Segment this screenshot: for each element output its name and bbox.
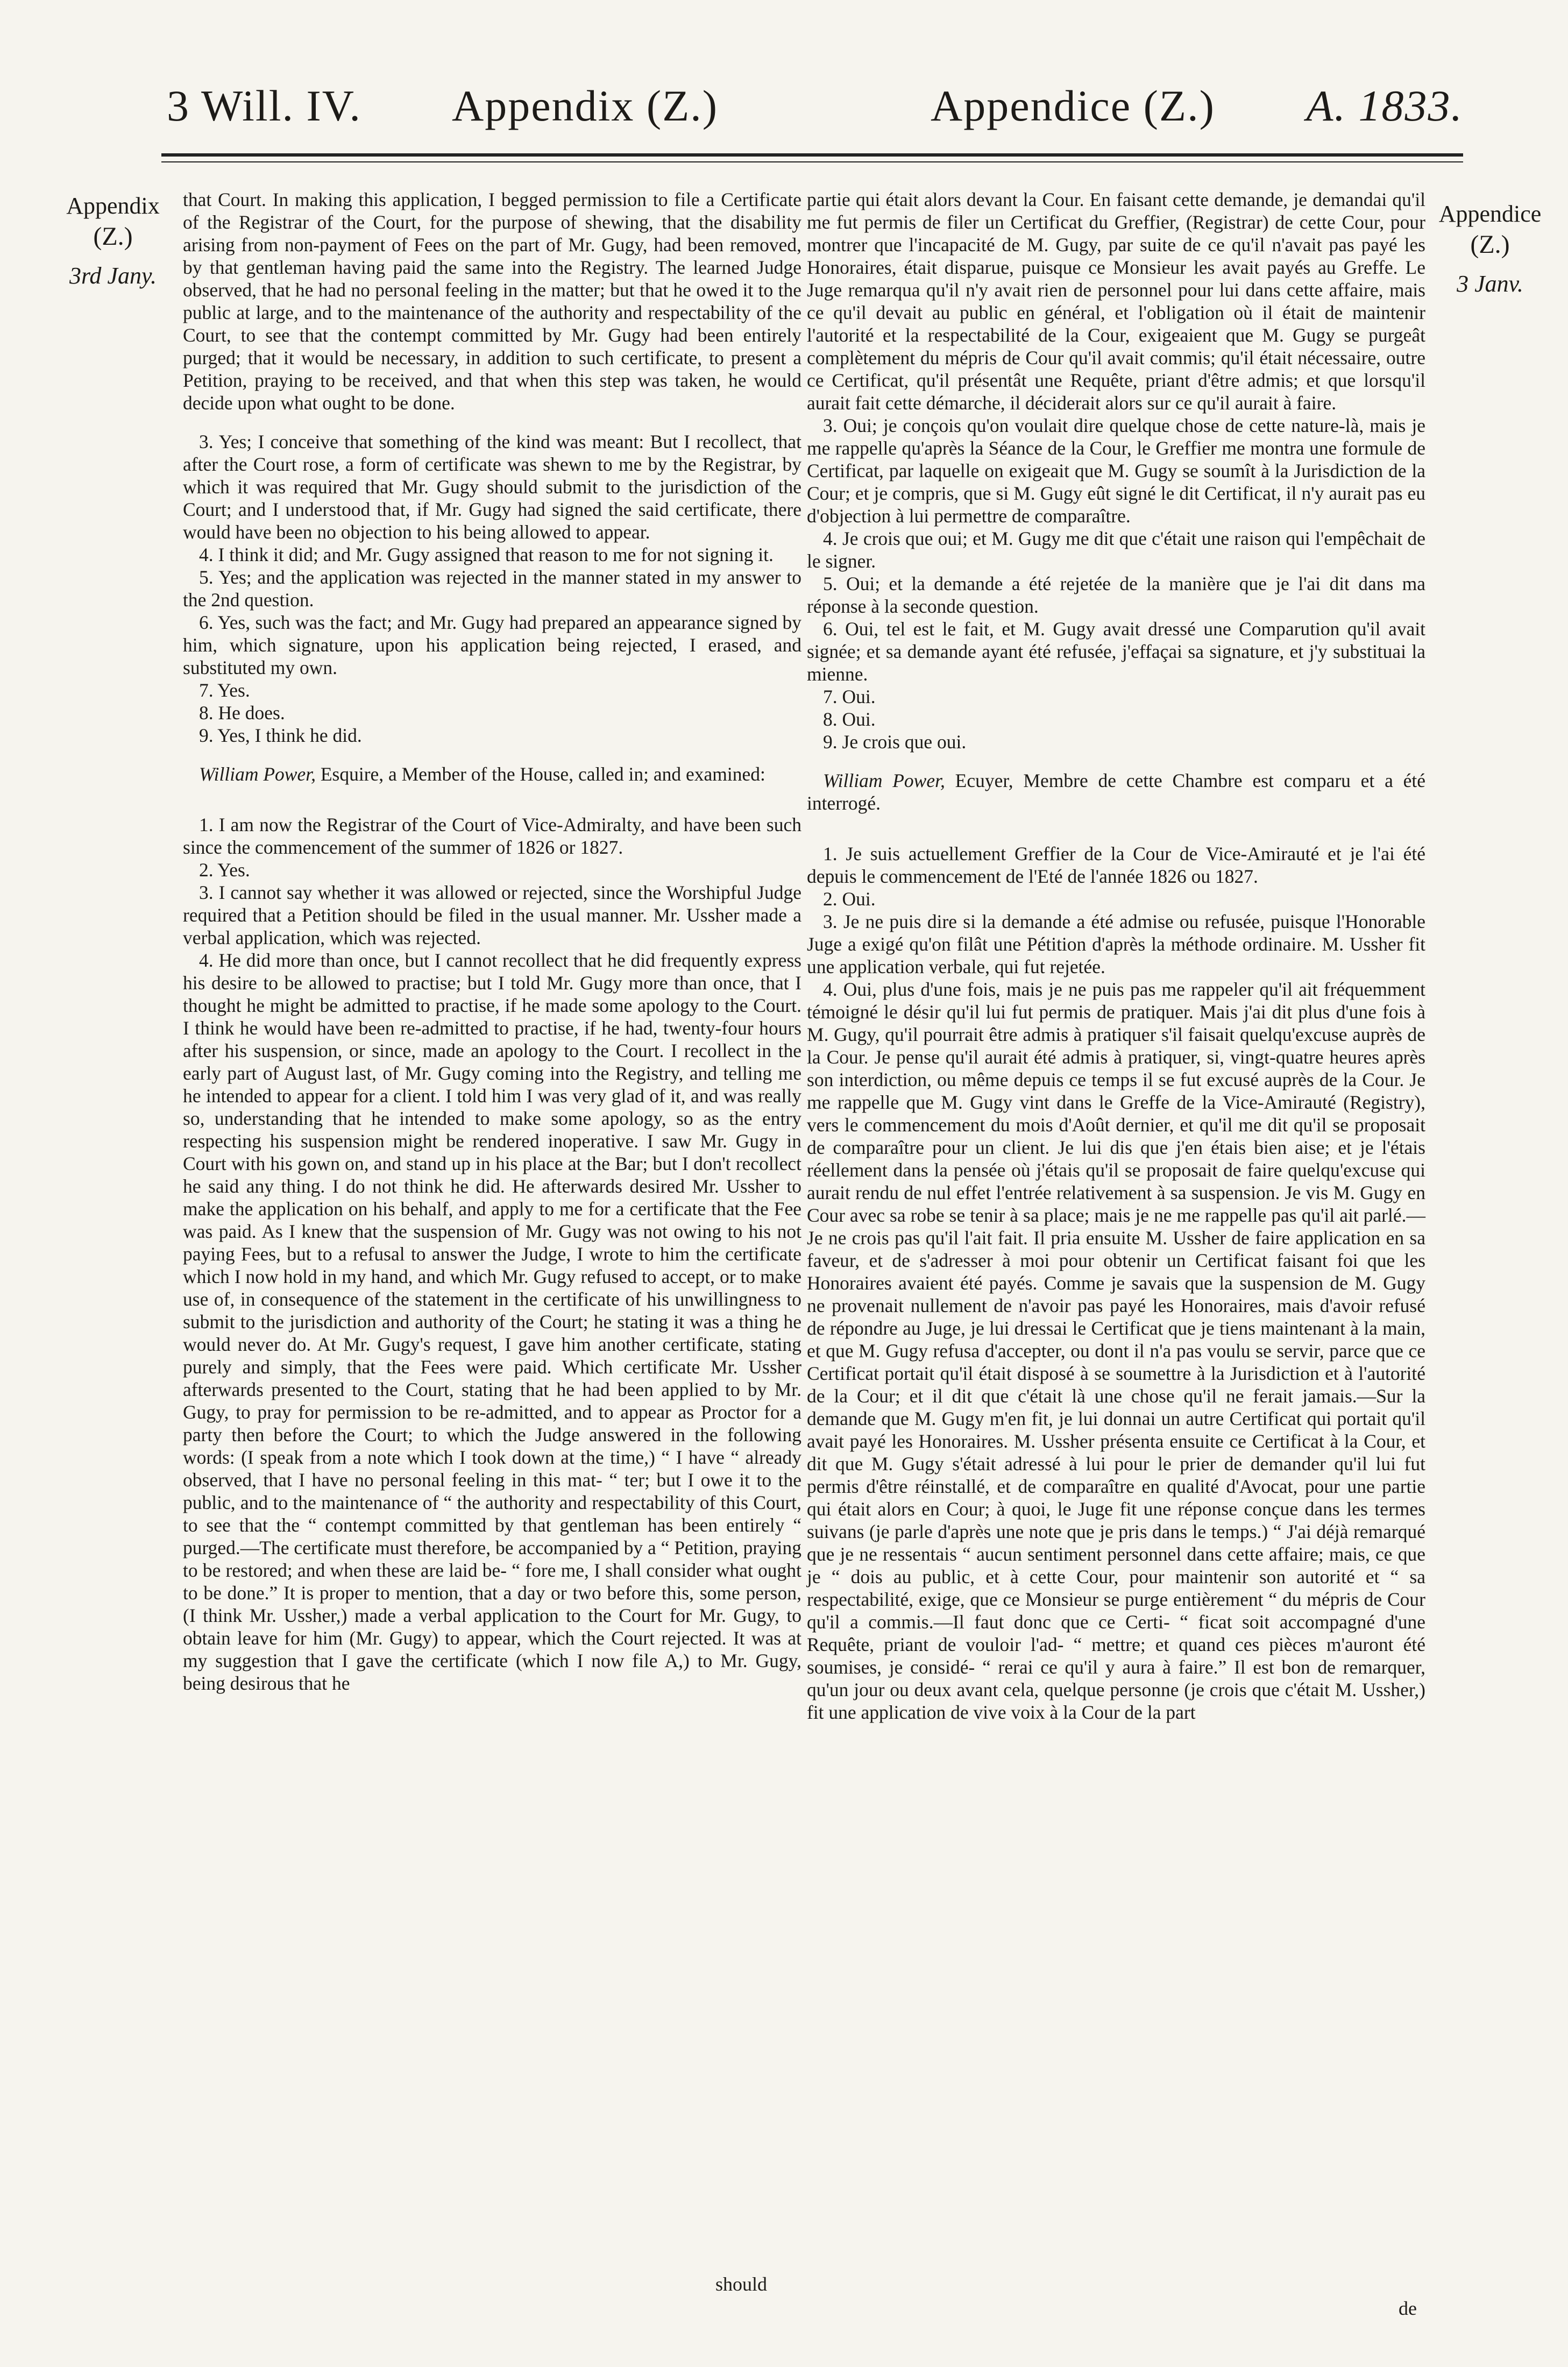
english-answer-4: 4. I think it did; and Mr. Gugy assigned that reason to me for not signing it. <box>199 544 774 565</box>
english-answer-b2: 2. Yes. <box>199 859 250 881</box>
header-session: 3 Will. IV. <box>167 81 361 130</box>
french-answer-8: 8. Oui. <box>823 708 876 730</box>
english-answer-9: 9. Yes, I think he did. <box>199 725 362 746</box>
french-answer-9: 9. Je crois que oui. <box>823 731 967 753</box>
margin-left-appendix: Appendix <box>66 193 160 219</box>
margin-left-letter: (Z.) <box>93 222 133 251</box>
header-year: A. 1833. <box>1306 81 1463 130</box>
margin-left-date: 3rd Jany. <box>69 263 157 289</box>
french-answer-3: 3. Oui; je conçois qu'on voulait dire quelque chose de cette nature-là, mais je me rappelle qu'après la Séance de la Cour, le Greffier me montra une formule de Certificat, par laquelle on exigeait que M. Gugy se soumît à la Jurisdiction de la Cour; et je compris, que si M. Gugy eût signé le dit Certificat, il n'y aurait pas eu d'objection à lui permettre de comparaître. <box>807 415 1425 527</box>
french-answer-5: 5. Oui; et la demande a été rejetée de la manière que je l'ai dit dans ma réponse à la seconde question. <box>807 573 1425 617</box>
english-answer-3: 3. Yes; I conceive that something of the kind was meant: But I recollect, that after the Court rose, a form of certificate was shewn to me by the Registrar, by which it was required that Mr. Gugy should submit to the jurisdiction of the Court; and I understood that, if Mr. Gugy had signed the said certificate, there would have been no objection to his being allowed to appear. <box>183 431 801 543</box>
english-answer-b1: 1. I am now the Registrar of the Court of Vice-Admiralty, and have been such since the commencement of the summer of 1826 or 1827. <box>183 814 801 858</box>
french-answer-6: 6. Oui, tel est le fait, et M. Gugy avait dressé une Comparution qu'il avait signée; et sa demande ayant été refusée, j'effaçai sa signature, et j'y substituai la mienne. <box>807 618 1425 685</box>
french-answer-b3: 3. Je ne puis dire si la demande a été admise ou refusée, puisque l'Honorable Juge a exigé qu'on filât une Pétition d'après la méthode ordinaire. M. Ussher fit une application verbale, qui fut rejetée. <box>807 911 1425 977</box>
english-answer-6: 6. Yes, such was the fact; and Mr. Gugy had prepared an appearance signed by him, which signature, upon his application being rejected, I erased, and substituted my own. <box>183 612 801 678</box>
english-answer-8: 8. He does. <box>199 702 285 724</box>
french-witness-intro <box>807 769 1425 814</box>
margin-right-letter: (Z.) <box>1470 230 1510 259</box>
english-witness-name: William Power, <box>199 763 316 785</box>
english-catchword: should <box>715 2273 768 2295</box>
margin-note-right <box>1420 199 1560 297</box>
margin-right-date: 3 Janv. <box>1457 271 1523 297</box>
french-catchword: de <box>1399 2298 1417 2319</box>
header-appendix-french: Appendice (Z.) <box>931 81 1215 130</box>
english-witness-text: Esquire, a Member of the House, called in; and examined: <box>320 763 765 785</box>
french-answer-7: 7. Oui. <box>823 686 876 707</box>
english-answer-7: 7. Yes. <box>199 679 250 701</box>
french-answer-b1: 1. Je suis actuellement Greffier de la Cour de Vice-Amirauté et je l'ai été depuis le commencement de l'Eté de l'année 1826 ou 1827. <box>807 843 1425 887</box>
margin-note-left <box>43 191 183 289</box>
english-column <box>183 188 801 1695</box>
header-appendix-english: Appendix (Z.) <box>452 81 719 130</box>
english-answer-b3: 3. I cannot say whether it was allowed or rejected, since the Worshipful Judge required that a Petition should be filed in the usual manner. Mr. Ussher made a verbal application, which was rejected. <box>183 882 801 948</box>
french-witness-name: William Power, <box>823 770 945 791</box>
french-answer-4: 4. Je crois que oui; et M. Gugy me dit que c'était une raison qui l'empêchait de le signer. <box>807 528 1425 572</box>
margin-right-appendice: Appendice <box>1438 201 1542 227</box>
english-intro-paragraph: that Court. In making this application, I begged permission to file a Certificate of the Registrar of the Court, for the purpose of shewing, that the disability arising from non-payment of Fees on the part of Mr. Gugy, had been removed, by that gentleman having paid the same into the Registry. The learned Judge observed, that he had no personal feeling in the matter; but that he owed it to the public at large, and to the maintenance of the authority and respectability of the Court, to see that the contempt committed by Mr. Gugy had been entirely purged; that it would be necessary, in addition to such certificate, to present a Petition, praying to be received, and that when this step was taken, he would decide upon what ought to be done. <box>183 189 801 414</box>
english-answer-5: 5. Yes; and the application was rejected in the manner stated in my answer to the 2nd question. <box>183 566 801 611</box>
english-witness-intro <box>183 763 801 785</box>
english-answer-b4: 4. He did more than once, but I cannot recollect that he did frequently express his desire to be allowed to practise; but I told Mr. Gugy more than once, that I thought he might be admitted to practise, if he made some apology to the Court. I think he would have been re-admitted to practise, if he had, twenty-four hours after his suspension, or since, made an apology to the Court. I recollect in the early part of August last, of Mr. Gugy coming into the Registry, and telling me he intended to appear for a client. I told him I was very glad of it, and was really so, understanding that he intended to make some apology, so as the entry respecting his suspension might be rendered inoperative. I saw Mr. Gugy in Court with his gown on, and stand up in his place at the Bar; but I don't recollect he said any thing. I do not think he did. He afterwards desired Mr. Ussher to make the application on his behalf, and apply to me for a certificate that the Fee was paid. As I knew that the suspension of Mr. Gugy was not owing to his not paying Fees, but to a refusal to answer the Judge, I wrote to him the certificate which I now hold in my hand, and which Mr. Gugy refused to accept, or to make use of, in consequence of the statement in the certificate of his unwillingness to submit to the jurisdiction and authority of the Court; he stating it was a thing he would never do. At Mr. Gugy's request, I gave him another certificate, stating purely and simply, that the Fees were paid. Which certificate Mr. Ussher afterwards presented to the Court, stating that he had been applied to by Mr. Gugy, to pray for permission to be re-admitted, and to appear as Proctor for a party then before the Court; to which the Judge answered in the following words: (I speak from a note which I took down at the time,) “ I have “ already observed, that I have no personal feeling in this mat- “ ter; but I owe it to the public, and to the maintenance of “ the authority and respectability of this Court, to see that the “ contempt committed by that gentleman has been entirely “ purged.—The certificate must therefore, be accompanied by a “ Petition, praying to be restored; and when these are laid be- “ fore me, I shall consider what ought to be done.” It is proper to mention, that a day or two before this, some person, (I think Mr. Ussher,) made a verbal application to the Court for Mr. Gugy, to obtain leave for him (Mr. Gugy) to appear, which the Court rejected. It was at my suggestion that I gave the certificate (which I now file A,) to Mr. Gugy, being desirous that he <box>183 949 801 1694</box>
french-column <box>807 188 1425 1724</box>
french-answer-b2: 2. Oui. <box>823 888 876 910</box>
header-rule-thick <box>161 153 1463 157</box>
header-rule-thin <box>161 161 1463 162</box>
french-answer-b4: 4. Oui, plus d'une fois, mais je ne puis pas me rappeler qu'il ait fréquemment témoigné le désir qu'il lui fut permis de pratiquer. Mais j'ai dit plus d'une fois à M. Gugy, qu'il pourrait être admis à pratiquer s'il faisait quelqu'excuse auprès de la Cour. Je pense qu'il aurait été admis à pratiquer, si, vingt-quatre heures après son interdiction, ou même depuis ce temps il se fut excusé auprès de la Cour. Je me rappelle que M. Gugy vint dans le Greffe de la Vice-Amirauté (Registry), vers le commencement du mois d'Août dernier, et qu'il me dit qu'il se proposait de comparaître pour un client. Je lui dis que j'en étais bien aise; et je l'étais réellement dans la pensée où j'étais qu'il se proposait de faire quelqu'excuse qui aurait rendu de nul effet l'entrée relativement à sa suspension. Je vis M. Gugy en Cour avec sa robe se tenir à sa place; mais je ne me rappelle pas qu'il ait parlé.—Je ne crois pas qu'il l'ait fait. Il pria ensuite M. Ussher de faire application en sa faveur, et de s'adresser à moi pour obtenir un Certificat faisant foi que les Honoraires avaient été payés. Comme je savais que la suspension de M. Gugy ne provenait nullement de n'avoir pas payé les Honoraires, mais d'avoir refusé de répondre au Juge, je lui dressai le Certificat que je tiens maintenant à la main, et que M. Gugy refusa d'accepter, ou dont il n'a pas voulu se servir, parce que ce Certificat portait qu'il était disposé à se soumettre à la Jurisdiction et à l'autorité de la Cour; et il dit que c'était là une chose qu'il ne ferait jamais.—Sur la demande que M. Gugy m'en fit, je lui donnai un autre Certificat qui portait qu'il avait payé les Honoraires. M. Ussher présenta ensuite ce Certificat à la Cour, et dit que M. Gugy s'était adressé à lui pour le prier de demander qu'il lui fut permis d'être réinstallé, et de comparaître en qualité d'Avocat, pour une partie qui était alors en Cour; à quoi, le Juge fit une réponse conçue dans les termes suivans (je parle d'après une note que je pris dans le temps.) “ J'ai déjà remarqué que je ne ressentais “ aucun sentiment personnel dans cette affaire; mais, ce que je “ dois au public, et à cette Cour, pour maintenir son autorité et “ sa respectabilité, exige, que ce Monsieur se purge entièrement “ du mépris de Cour qu'il a commis.—Il faut donc que ce Certi- “ ficat soit accompagné d'une Requête, priant de vouloir l'ad- “ mettre; et quand ces pièces m'auront été soumises, je considé- “ rerai ce qu'il y aura à faire.” Il est bon de remarquer, qu'un jour ou deux avant cela, quelque personne (je crois que c'était M. Ussher,) fit une application de vive voix à la Cour de la part <box>807 979 1425 1723</box>
french-witness-text: Ecuyer, Membre de cette Chambre est comparu et a été interrogé. <box>807 770 1426 814</box>
page-header <box>161 81 1463 140</box>
french-intro-paragraph: partie qui était alors devant la Cour. En faisant cette demande, je demandai qu'il me fut permis de filer un Certificat du Greffier, (Registrar) de cette Cour, pour montrer que l'incapacité de M. Gugy, par suite de ce qu'il n'avait pas payé les Honoraires, était disparue, puisque ce Monsieur les avait payés au Greffe. Le Juge remarqua qu'il n'y avait rien de personnel pour lui dans cette affaire, mais ce qu'il devait au public en général, et l'obligation où il était de maintenir l'autorité et la respectabilité de la Cour, exigeaient que M. Gugy se purgeât complètement du mépris de Cour qu'il avait commis; qu'il était nécessaire, outre ce Certificat, qu'il présentât une Requête, priant d'être admis; et que lorsqu'il aurait fait cette démarche, il déciderait alors sur ce qu'il aurait à faire. <box>807 189 1425 414</box>
